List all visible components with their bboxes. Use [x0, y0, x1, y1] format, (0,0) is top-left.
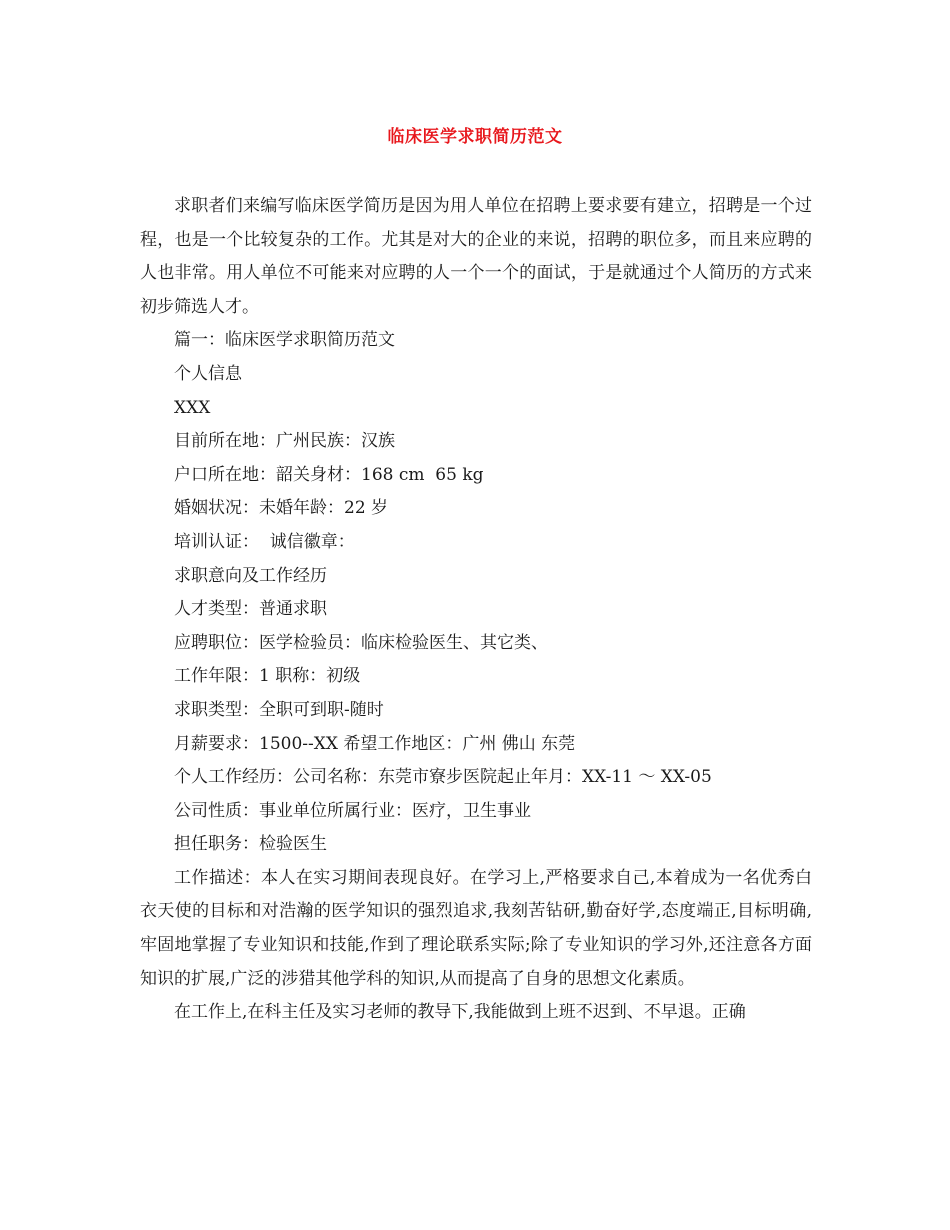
section-heading: 篇一：临床医学求职简历范文 [174, 330, 395, 351]
personal-info-heading: 个人信息 [174, 363, 242, 384]
salary-line: 月薪要求：1500--XX 希望工作地区：广州 佛山 东莞 [174, 733, 576, 754]
duty-line: 担任职务：检验医生 [174, 834, 327, 855]
work-paragraph: 在工作上,在科主任及实习老师的教导下,我能做到上班不迟到、不早退。正确 [174, 1002, 746, 1023]
work-description-paragraph: 工作描述：本人在实习期间表现良好。在学习上,严格要求自己,本着成为一名优秀白衣天使的目标和对浩瀚的医学知识的强烈追求,我刻苦钻研,勤奋好学,态度端正,目标明确,牢固地掌握了专业知识和技能,作到了理论联系实际;除了专业知识的学习外,还注意各方面知识的扩展,广泛的涉猎其他学科的知识,从而提高了自身的思想文化素质。 [140, 867, 812, 989]
job-type-line: 求职类型：全职可到职-随时 [174, 699, 384, 720]
marital-line: 婚姻状况：未婚年龄：22 岁 [174, 498, 389, 519]
hukou-line: 户口所在地：韶关身材：168 cm 65 kg [174, 464, 484, 485]
document-title: 临床医学求职简历范文 [387, 127, 563, 147]
experience-line: 个人工作经历：公司名称：东莞市寮步医院起止年月：XX-11 ～ XX-05 [174, 767, 712, 788]
name-line: XXX [174, 397, 211, 418]
intro-paragraph: 求职者们来编写临床医学简历是因为用人单位在招聘上要求要有建立，招聘是一个过程，也是一个比较复杂的工作。尤其是对大的企业的来说，招聘的职位多，而且来应聘的人也非常。用人单位不可能来对应聘的人一个一个的面试，于是就通过个人简历的方式来初步筛选人才。 [140, 196, 812, 317]
training-line: 培训认证： 诚信徽章： [174, 531, 355, 552]
intent-heading: 求职意向及工作经历 [174, 565, 327, 586]
position-line: 应聘职位：医学检验员：临床检验医生、其它类、 [174, 632, 548, 653]
location-line: 目前所在地：广州民族：汉族 [174, 431, 395, 452]
years-line: 工作年限：1 职称：初级 [174, 666, 361, 687]
company-nature-line: 公司性质：事业单位所属行业：医疗，卫生事业 [174, 800, 531, 821]
document-body [140, 190, 812, 1030]
talent-type-line: 人才类型：普通求职 [174, 599, 327, 620]
